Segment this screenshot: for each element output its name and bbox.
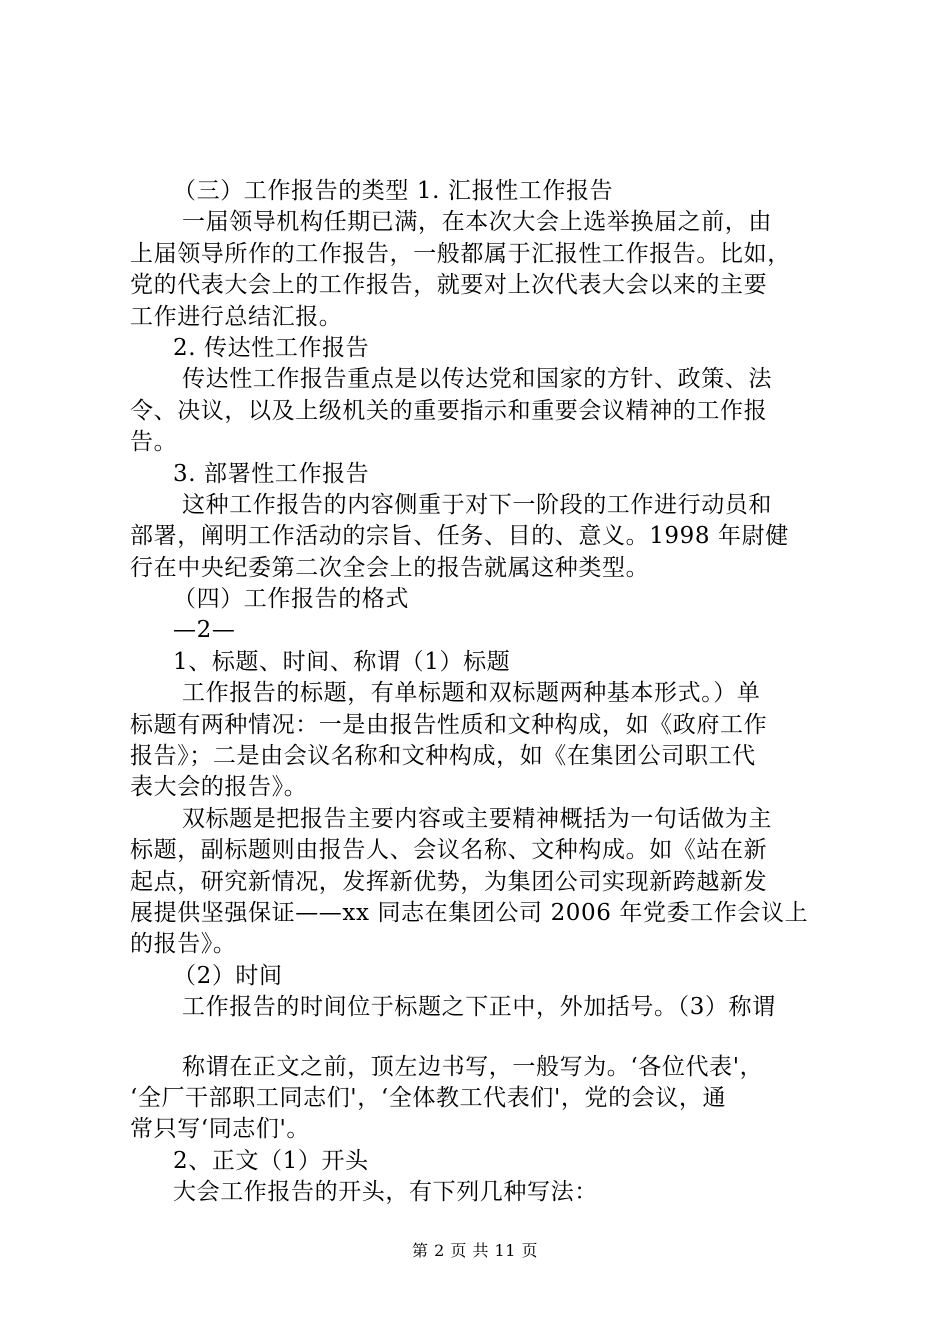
paragraph-line: 起点，研究新情况，发挥新优势，为集团公司实现新跨越新发 (130, 868, 768, 895)
paragraph-line: ‘全厂干部职工同志们'，‘全体教工代表们'，党的会议，通 (130, 1084, 727, 1111)
paragraph-line: 告。 (130, 429, 178, 456)
paragraph-line: 双标题是把报告主要内容或主要精神概括为一句话做为主 (182, 805, 772, 832)
paragraph-line: 行在中央纪委第二次全会上的报告就属这种类型。 (130, 554, 650, 581)
paragraph-gap (130, 1024, 835, 1052)
paragraph-line: 部署，阐明工作活动的宗旨、任务、目的、意义。1998 年尉健 (130, 523, 789, 550)
subsection-heading: 2、正文（1）开头 (173, 1147, 369, 1174)
paragraph-line: 传达性工作报告重点是以传达党和国家的方针、政策、法 (182, 366, 772, 393)
subsection-heading: 3. 部署性工作报告 (173, 460, 370, 487)
paragraph-line: 上届领导所作的工作报告，一般都属于汇报性工作报告。比如， (130, 240, 791, 267)
paragraph-line: 工作进行总结汇报。 (130, 303, 343, 330)
paragraph-line: 标题，副标题则由报告人、会议名称、文种构成。如《站在新 (130, 837, 768, 864)
page-footer: 第 2 页 共 11 页 (412, 1241, 538, 1260)
paragraph-line: 工作报告的标题，有单标题和双标题两种基本形式。）单 (182, 680, 761, 707)
paragraph-line: 常只写‘同志们'。 (130, 1116, 311, 1143)
document-body (130, 176, 835, 1209)
paragraph-line: 展提供坚强保证——xx 同志在集团公司 2006 年党委工作会议上 (130, 899, 809, 926)
paragraph-line: 这种工作报告的内容侧重于对下一阶段的工作进行动员和 (182, 491, 772, 518)
paragraph-line: 党的代表大会上的工作报告，就要对上次代表大会以来的主要 (130, 272, 768, 299)
paragraph-line: 表大会的报告》。 (130, 774, 308, 801)
inline-page-marker: —2— (173, 617, 236, 644)
section-heading: （四）工作报告的格式 (173, 586, 409, 613)
subsection-heading: 2. 传达性工作报告 (173, 334, 370, 361)
subsection-heading: 1、标题、时间、称谓（1）标题 (173, 648, 511, 675)
paragraph-line: 标题有两种情况：一是由报告性质和文种构成，如《政府工作 (130, 711, 768, 738)
paragraph-line: 的报告》。 (130, 931, 237, 958)
paragraph-line: 令、决议，以及上级机关的重要指示和重要会议精神的工作报 (130, 397, 768, 424)
paragraph-line: 一届领导机构任期已满，在本次大会上选举换届之前，由 (182, 209, 772, 236)
paragraph-line: 报告》；二是由会议名称和文种构成，如《在集团公司职工代 (130, 743, 756, 770)
paragraph-line: 工作报告的时间位于标题之下正中，外加括号。（3）称谓 (182, 994, 776, 1021)
paragraph-line: 大会工作报告的开头，有下列几种写法： (173, 1179, 598, 1206)
paragraph-line: 称谓在正文之前，顶左边书写，一般写为。‘各位代表'， (182, 1053, 764, 1080)
subsection-heading: （2）时间 (173, 962, 283, 989)
section-heading: （三）工作报告的类型 1. 汇报性工作报告 (173, 178, 614, 204)
